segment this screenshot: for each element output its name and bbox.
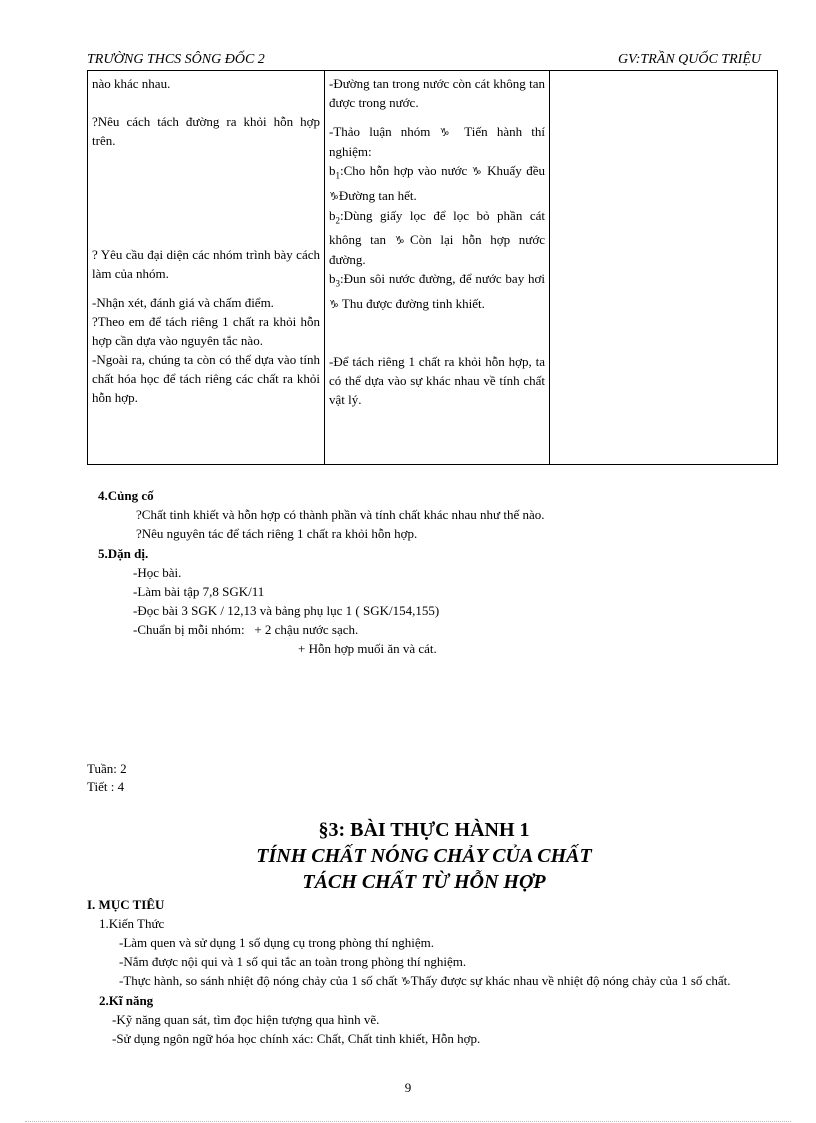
objective-item: -Nắm được nội qui và 1 số qui tắc an toàn trong phòng thí nghiệm. — [119, 954, 467, 969]
evaluate-grade: -Nhận xét, đánh giá và chấm điểm. — [92, 295, 274, 310]
request-groups-present: ? Yêu cầu đại diện các nhóm trình bày cách làm của nhóm. — [92, 247, 320, 281]
homework-item: -Chuẩn bị mỗi nhóm: + 2 chậu nước sạch. — [133, 622, 359, 637]
lesson-subtitle: TÍNH CHẤT NÓNG CHẢY CỦA CHẤT — [256, 845, 592, 867]
lesson-subtitle: TÁCH CHẤT TỪ HỖN HỢP — [302, 871, 546, 893]
lesson-title: §3: BÀI THỰC HÀNH 1 — [318, 819, 530, 841]
period-number: Tiết : 4 — [87, 779, 125, 794]
question-separate-sugar: ?Nêu cách tách đường ra khỏi hỗn hợp trên. — [92, 114, 320, 148]
table-row — [88, 71, 778, 465]
skill-item: -Kỹ năng quan sát, tìm đọc hiện tượng qua hình vẽ. — [112, 1012, 380, 1027]
section-title: 4.Củng cố — [98, 488, 154, 503]
arrow-icon: ♑ — [329, 297, 339, 311]
consolidate-question: ?Nêu nguyên tác để tách riêng 1 chất ra khỏi hỗn hợp. — [136, 526, 418, 541]
homework-item: -Đọc bài 3 SGK / 12,13 và bảng phụ lục 1 ( SGK/154,155) — [133, 603, 440, 618]
content-cell — [550, 71, 778, 465]
consolidate-section — [98, 486, 545, 543]
step-b1: $b_1:Cho$ hỗn hợp vào nước ♑ Khuấy đều ♑Đường tan hết. — [329, 163, 545, 203]
arrow-icon: ♑ — [329, 189, 339, 203]
skill-item: -Sử dụng ngôn ngữ hóa học chính xác: Chất, Chất tinh khiết, Hỗn hợp. — [112, 1031, 481, 1046]
chemical-property-note: -Ngoài ra, chúng ta còn có thể dựa vào tính chất hóa học để tách riêng các chất ra khỏi hỗn hợp. — [92, 352, 320, 405]
subsection-title: 1.Kiến Thức — [99, 916, 165, 931]
objective-item: -Thực hành, so sánh nhiệt độ nóng chảy của 1 số chất ♑Thấy được sự khác nhau về nhiệt độ nóng chảy của 1 số chất. — [119, 973, 731, 988]
subsection-title: 2.Kĩ năng — [99, 993, 154, 1008]
section-title: I. MỤC TIÊU — [87, 897, 165, 912]
page-header — [87, 52, 761, 71]
homework-item: -Làm bài tập 7,8 SGK/11 — [133, 584, 265, 599]
arrow-icon: ♑ — [471, 165, 483, 178]
week-info — [87, 760, 127, 796]
objective-item: -Làm quen và sử dụng 1 số dụng cụ trong phòng thí nghiệm. — [119, 935, 435, 950]
step-b2: $b_2:Dùng$ giấy lọc để lọc bỏ phần cát không tan ♑Còn lại hỗn hợp nước đường. — [329, 207, 545, 268]
teacher-name: GV:TRẦN QUỐC TRIỆU — [618, 52, 761, 67]
consolidate-question: ?Chất tinh khiết và hỗn hợp có thành phần và tính chất khác nhau như thế nào. — [136, 507, 545, 522]
homework-section — [98, 544, 439, 658]
page-bottom-divider — [25, 1121, 791, 1122]
objectives-section — [87, 895, 761, 1048]
text-line: nào khác nhau. — [92, 76, 171, 91]
student-activity-cell — [325, 71, 550, 465]
separation-principle-answer: -Để tách riêng 1 chất ra khỏi hỗn hợp, ta có thể dựa vào sự khác nhau về tính chất vật lý. — [329, 353, 545, 407]
arrow-icon: ♑ — [439, 126, 456, 139]
arrow-icon: ♑ — [400, 975, 411, 988]
school-name: TRƯỜNG THCS SÔNG ĐỐC 2 — [87, 52, 265, 67]
page-number: 9 — [404, 1080, 412, 1095]
week-number: Tuần: 2 — [87, 761, 127, 776]
arrow-icon: ♑ — [394, 234, 411, 248]
lesson-table — [87, 70, 778, 465]
group-discussion: -Thảo luận nhóm ♑ Tiến hành thí nghiệm: — [329, 124, 545, 159]
section-title: 5.Dặn dị. — [98, 546, 149, 561]
homework-item: + Hỗn hợp muối ăn và cát. — [298, 641, 437, 656]
homework-item: -Học bài. — [133, 565, 182, 580]
step-b3: $b_3:Đun$ sôi nước đường, để nước bay hơi ♑ Thu được đường tinh khiết. — [329, 271, 545, 311]
question-principle: ?Theo em để tách riêng 1 chất ra khỏi hỗn hợp cần dựa vào nguyên tắc nào. — [92, 314, 320, 348]
sugar-dissolves: -Đường tan trong nước còn cát không tan được trong nước. — [329, 76, 545, 110]
teacher-activity-cell — [88, 71, 325, 465]
